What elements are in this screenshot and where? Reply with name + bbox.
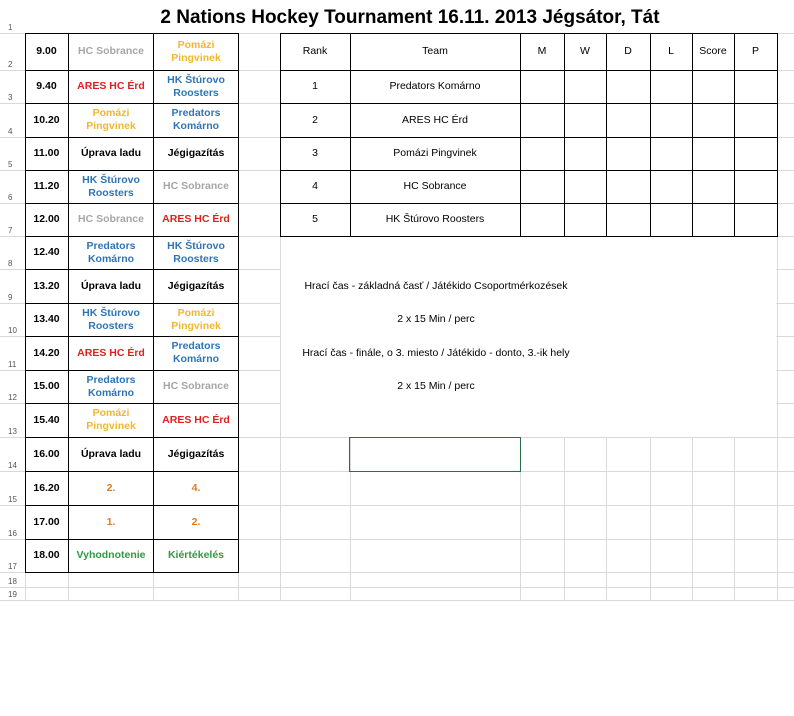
standings-cell-border [650, 103, 693, 138]
schedule-home-team[interactable]: ARES HC Érd [77, 80, 145, 92]
schedule-time[interactable]: 12.40 [33, 246, 60, 258]
row-number[interactable]: 3 [8, 93, 13, 102]
schedule-time[interactable]: 11.20 [33, 180, 60, 192]
schedule-home-team[interactable]: Predators Komárno [86, 373, 136, 399]
row-number[interactable]: 13 [8, 427, 17, 436]
standings-cell-border [606, 137, 651, 171]
schedule-away-team[interactable]: 4. [191, 481, 201, 494]
standings-cell-border [692, 203, 735, 237]
schedule-away-team[interactable]: HK Štúrovo Roosters [167, 73, 225, 99]
standings-cell-border [692, 103, 735, 138]
schedule-away-team[interactable]: 2. [191, 515, 201, 528]
schedule-away-team[interactable]: Jégigazítás [167, 447, 225, 460]
row-number[interactable]: 1 [8, 23, 13, 32]
schedule-away-team[interactable]: HK Štúrovo Roosters [167, 239, 225, 265]
schedule-time[interactable]: 14.20 [33, 346, 60, 359]
row-number[interactable]: 11 [8, 360, 17, 369]
standings-cell-border [734, 103, 778, 138]
selected-cell[interactable] [349, 437, 521, 472]
row-number[interactable]: 9 [8, 293, 13, 302]
standings-cell-border [564, 203, 607, 237]
page-title: 2 Nations Hockey Tournament 16.11. 2013 Jégsátor, Tát [160, 7, 660, 28]
row-number[interactable]: 17 [8, 562, 17, 571]
standings-cell-border [564, 70, 607, 104]
schedule-away-team[interactable]: Pomázi Pingvinek [171, 38, 221, 64]
standings-cell-border [520, 103, 565, 138]
row-number[interactable]: 15 [8, 495, 17, 504]
row-number[interactable]: 12 [8, 393, 17, 402]
standings-cell-border [692, 137, 735, 171]
standings-cell-border [650, 70, 693, 104]
standings-cell-border [564, 137, 607, 171]
schedule-time[interactable]: 18.00 [33, 549, 60, 561]
standings-cell-border [520, 137, 565, 171]
standings-header-d[interactable]: D [624, 45, 632, 57]
schedule-time[interactable]: 15.00 [33, 380, 60, 392]
standings-header-p[interactable]: P [751, 45, 759, 57]
schedule-home-team[interactable]: ARES HC Érd [77, 346, 145, 359]
schedule-away-team[interactable]: Jégigazítás [167, 279, 225, 292]
schedule-home-team[interactable]: HC Sobrance [78, 45, 144, 57]
standings-cell-border [734, 203, 778, 237]
gridline-horizontal [0, 587, 794, 588]
row-number[interactable]: 6 [8, 193, 13, 202]
standings-team[interactable]: Predators Komárno [389, 80, 481, 92]
standings-cell-border [520, 170, 565, 204]
row-number[interactable]: 16 [8, 529, 17, 538]
standings-rank[interactable]: 2 [312, 113, 318, 126]
schedule-away-team[interactable]: ARES HC Érd [162, 413, 230, 426]
standings-cell-border [692, 170, 735, 204]
standings-cell-border [564, 170, 607, 204]
note-text: 2 x 15 Min / perc [397, 380, 475, 392]
standings-cell-border [692, 70, 735, 104]
standings-cell-border [520, 70, 565, 104]
schedule-away-team[interactable]: Pomázi Pingvinek [171, 306, 221, 332]
note-text: Hrací čas - základná časť / Játékido Csoportmérkozések [304, 279, 568, 292]
row-number[interactable]: 5 [8, 160, 13, 169]
schedule-home-team[interactable]: 2. [106, 481, 116, 494]
standings-rank[interactable]: 3 [312, 147, 318, 159]
standings-header-rank[interactable]: Rank [302, 45, 328, 57]
schedule-home-team[interactable]: Pomázi Pingvinek [86, 407, 136, 432]
standings-cell-border [734, 170, 778, 204]
standings-cell-border [650, 170, 693, 204]
standings-cell-border [734, 70, 778, 104]
schedule-away-team[interactable]: ARES HC Érd [162, 213, 230, 225]
schedule-home-team[interactable]: Úprava ladu [80, 147, 142, 159]
standings-team[interactable]: HK Štúrovo Roosters [385, 213, 485, 225]
schedule-time[interactable]: 17.00 [33, 515, 60, 528]
schedule-home-team[interactable]: Vyhodnotenie [76, 549, 146, 561]
standings-cell-border [606, 203, 651, 237]
standings-cell-border [606, 103, 651, 138]
schedule-time[interactable]: 10.20 [33, 113, 60, 126]
schedule-home-team[interactable]: HK Štúrovo Roosters [82, 306, 140, 332]
schedule-home-team[interactable]: Úprava ladu [80, 279, 142, 292]
standings-team[interactable]: Pomázi Pingvinek [393, 147, 477, 159]
standings-header-team[interactable]: Team [422, 45, 448, 57]
standings-rank[interactable]: 5 [312, 213, 318, 225]
schedule-time[interactable]: 9.40 [36, 80, 57, 92]
standings-cell-border [734, 137, 778, 171]
standings-header-l[interactable]: L [668, 45, 674, 57]
standings-header-w[interactable]: W [580, 45, 590, 57]
row-number[interactable]: 10 [8, 326, 17, 335]
schedule-away-team[interactable]: HC Sobrance [163, 180, 229, 192]
standings-cell-border [564, 103, 607, 138]
schedule-home-team[interactable]: Predators Komárno [86, 239, 136, 265]
standings-rank[interactable]: 1 [312, 80, 318, 92]
standings-header-score[interactable]: Score [699, 45, 727, 57]
standings-rank[interactable]: 4 [312, 180, 318, 192]
schedule-time[interactable]: 16.00 [33, 447, 60, 460]
schedule-home-team[interactable]: Pomázi Pingvinek [86, 107, 136, 132]
row-number[interactable]: 14 [8, 461, 17, 470]
schedule-time[interactable]: 16.20 [33, 481, 60, 494]
standings-cell-border [650, 137, 693, 171]
row-number[interactable]: 7 [8, 226, 13, 235]
row-number[interactable]: 18 [8, 577, 17, 586]
standings-header-m[interactable]: M [537, 45, 547, 57]
standings-team[interactable]: ARES HC Érd [402, 113, 468, 126]
schedule-time[interactable]: 13.40 [33, 313, 60, 325]
schedule-time[interactable]: 15.40 [33, 413, 60, 426]
standings-cell-border [606, 70, 651, 104]
schedule-away-team[interactable]: Jégigazítás [167, 147, 225, 159]
schedule-time[interactable]: 9.00 [36, 45, 57, 57]
row-number[interactable]: 4 [8, 127, 13, 136]
standings-team[interactable]: HC Sobrance [403, 180, 467, 192]
note-text: Hrací čas - finále, o 3. miesto / Játékido - donto, 3.-ik hely [302, 346, 570, 359]
standings-cell-border [606, 170, 651, 204]
schedule-home-team[interactable]: 1. [106, 515, 116, 528]
note-text: 2 x 15 Min / perc [397, 313, 475, 325]
row-number[interactable]: 8 [8, 259, 13, 268]
standings-cell-border [520, 203, 565, 237]
schedule-away-team[interactable]: HC Sobrance [163, 380, 229, 392]
schedule-away-team[interactable]: Predators Komárno [171, 340, 221, 365]
row-number[interactable]: 19 [8, 590, 17, 599]
schedule-time[interactable]: 12.00 [33, 213, 60, 225]
standings-cell-border [650, 203, 693, 237]
schedule-away-team[interactable]: Predators Komárno [171, 107, 221, 132]
schedule-home-team[interactable]: HC Sobrance [78, 213, 144, 225]
schedule-home-team[interactable]: HK Štúrovo Roosters [82, 173, 140, 199]
schedule-away-team[interactable]: Kiértékelés [167, 549, 225, 561]
schedule-time[interactable]: 11.00 [33, 147, 60, 159]
gridline-horizontal [0, 600, 794, 601]
schedule-home-team[interactable]: Úprava ladu [80, 447, 142, 460]
schedule-time[interactable]: 13.20 [33, 279, 60, 292]
row-number[interactable]: 2 [8, 60, 13, 69]
